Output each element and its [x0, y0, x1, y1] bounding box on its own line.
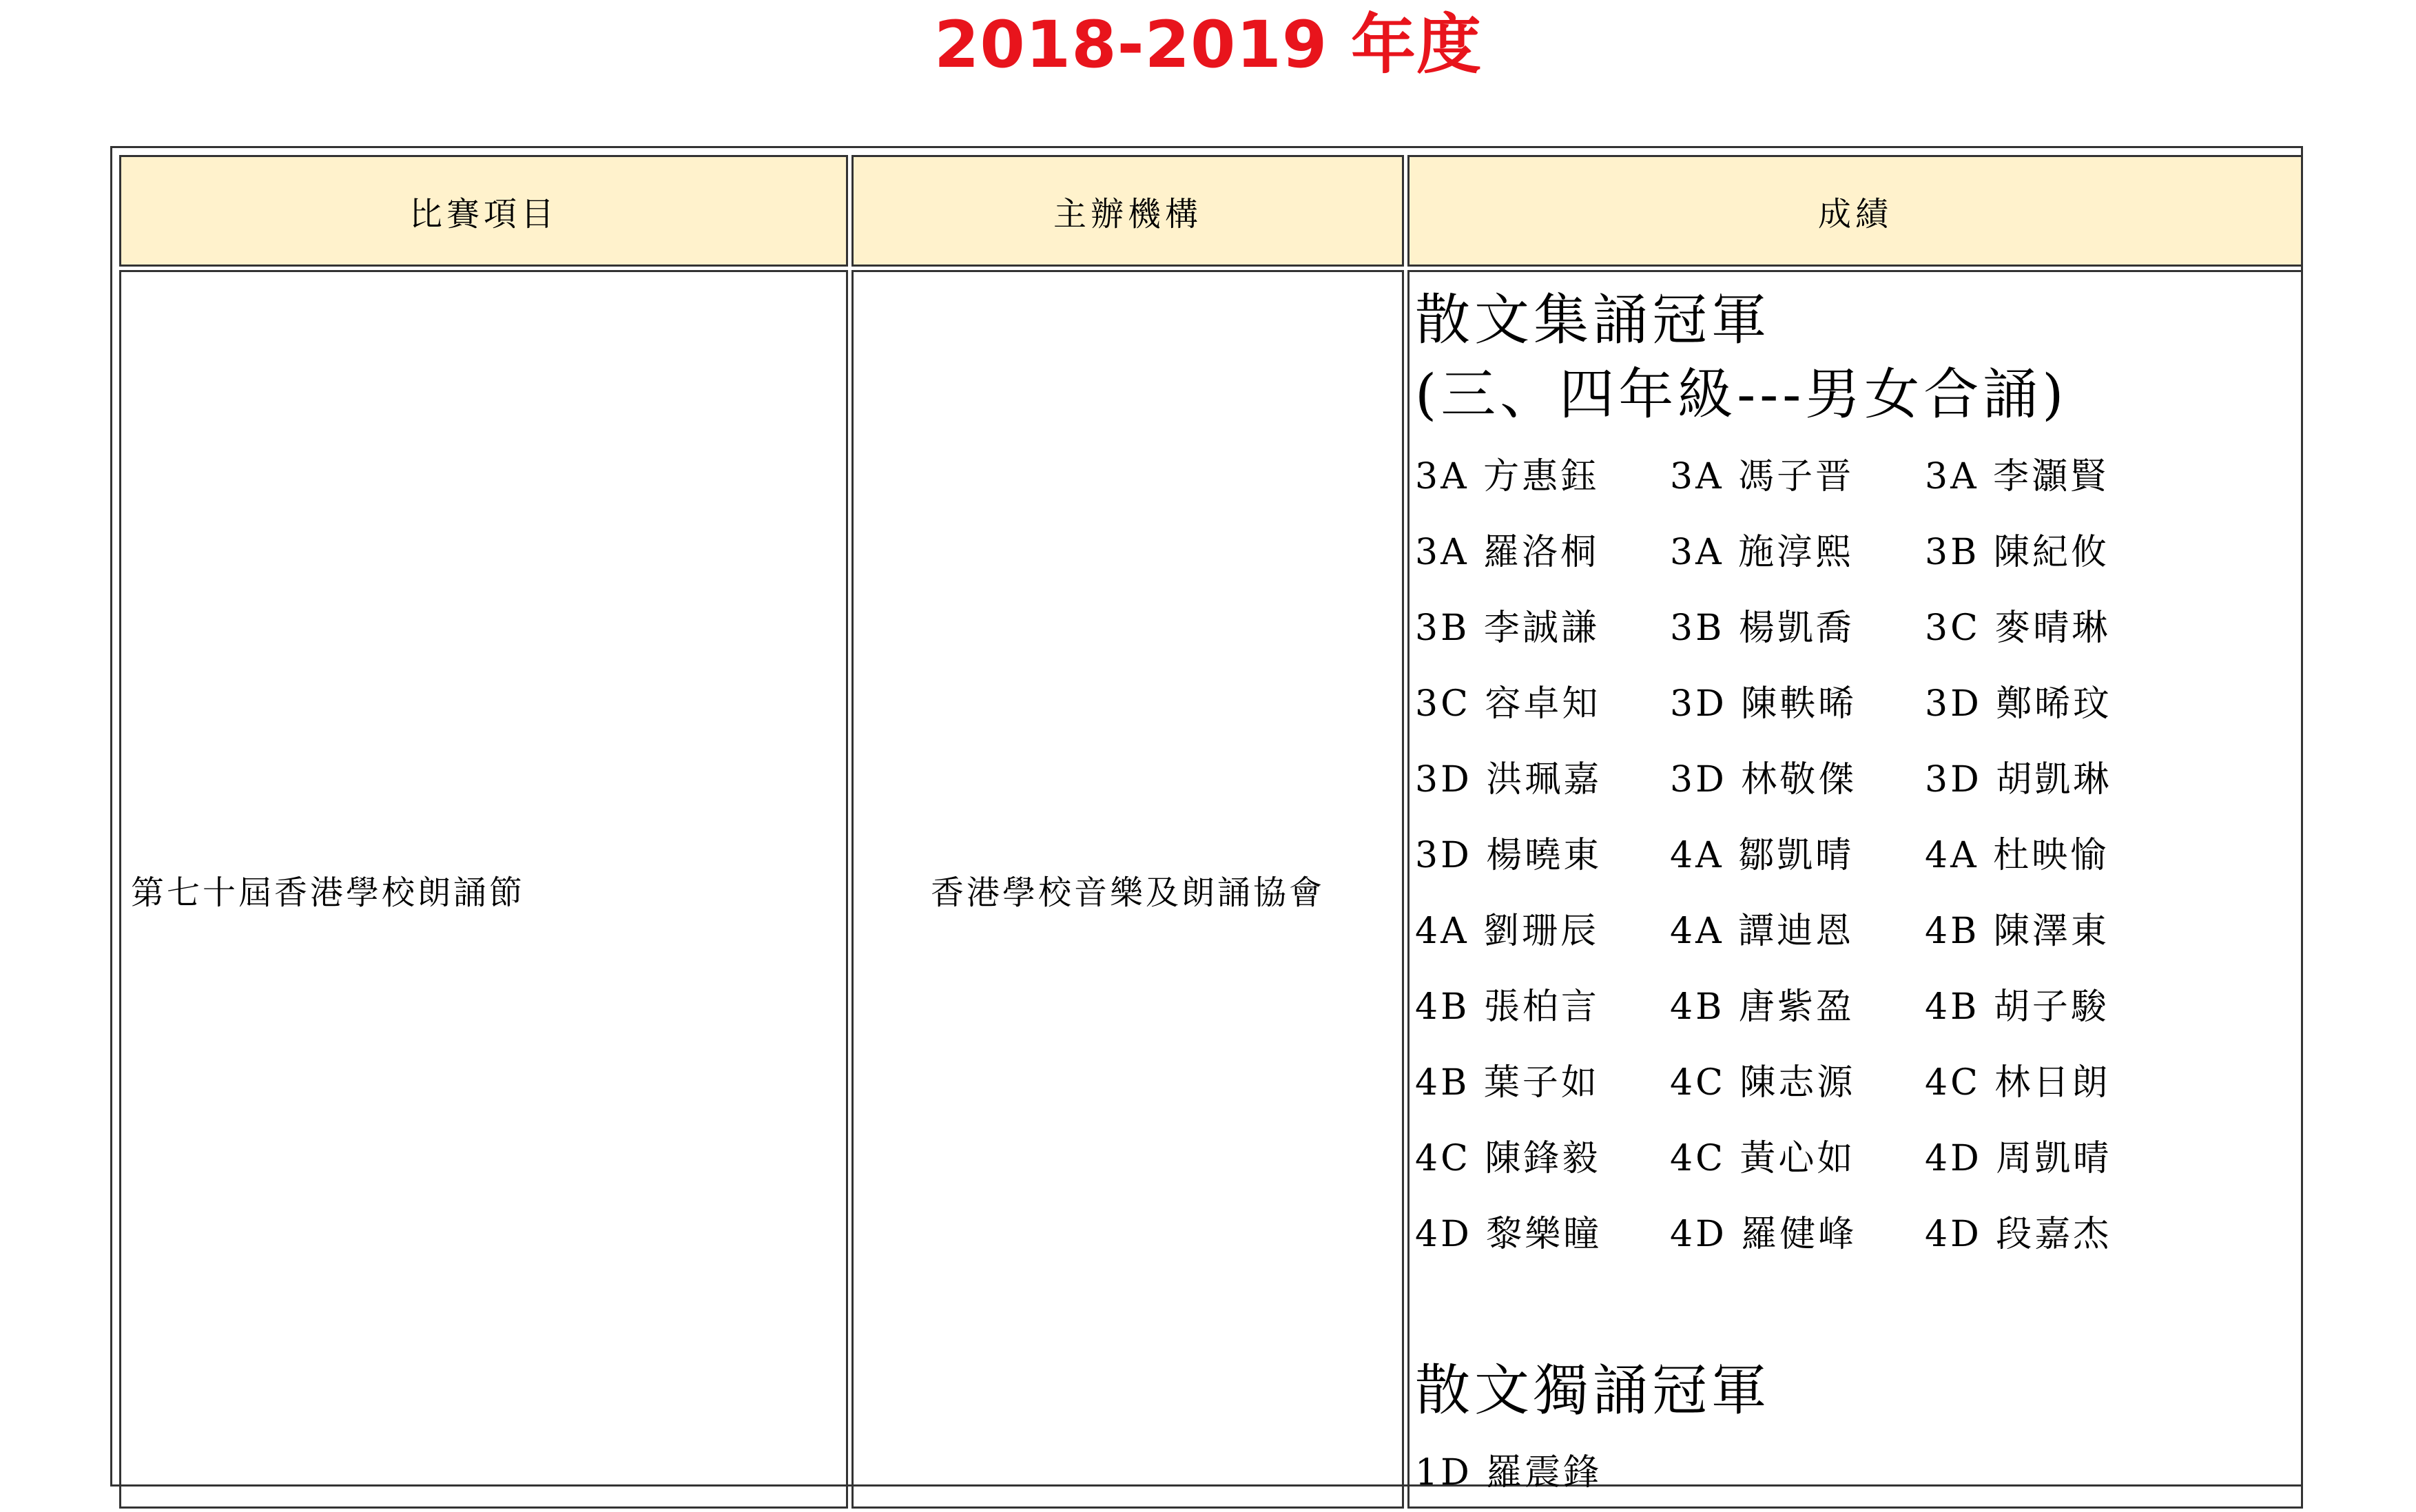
- student-name: 4B 張柏言: [1415, 986, 1600, 1028]
- student-name: 3C 容卓知: [1415, 683, 1601, 725]
- header-row: [119, 155, 2303, 267]
- page-title: 2018-2019 年度: [934, 8, 1482, 83]
- student-name: 3D 林敬傑: [1670, 758, 1857, 800]
- awards-table-grid: [116, 152, 2306, 1512]
- table-row: [119, 270, 2303, 1509]
- student-name: 4B 唐紫盈: [1670, 986, 1855, 1028]
- student-name: 4B 胡子駿: [1925, 986, 2109, 1028]
- solo-members-list: [1415, 1431, 2301, 1506]
- student-name: 3B 楊凱喬: [1670, 607, 1855, 649]
- student-name: 4D 黎樂瞳: [1415, 1213, 1602, 1255]
- student-name: 3B 李誠謙: [1415, 607, 1600, 649]
- student-name: 3A 施淳熙: [1670, 531, 1855, 573]
- section-spacer: [1415, 1268, 2301, 1354]
- student-name: 4C 陳鋒毅: [1415, 1137, 1601, 1179]
- student-name: 4B 葉子如: [1415, 1061, 1600, 1104]
- student-name: 3D 胡凱琳: [1925, 758, 2112, 800]
- student-name: 3A 方惠鈺: [1415, 455, 1600, 497]
- event-cell: 第七十屆香港學校朗誦節: [119, 270, 848, 1509]
- student-name: 3D 洪珮嘉: [1415, 758, 1602, 800]
- student-name: 4B 陳澤東: [1925, 910, 2109, 952]
- results-cell: [1407, 270, 2303, 1509]
- student-name: 3B 陳紀攸: [1925, 531, 2109, 573]
- student-name: 4A 鄒凱晴: [1670, 834, 1855, 876]
- student-name: 3A 馮子晋: [1670, 455, 1855, 497]
- student-name: 4C 陳志源: [1670, 1061, 1856, 1104]
- awards-table: [110, 146, 2303, 1493]
- header-results: 成績: [1407, 155, 2303, 267]
- student-name: 4A 劉珊辰: [1415, 910, 1600, 952]
- student-name: 3A 李灝賢: [1925, 455, 2109, 497]
- student-name: 1D 羅震鋒: [1415, 1451, 1602, 1493]
- student-name: 3D 陳軼晞: [1670, 683, 1857, 725]
- student-name: 3D 楊曉東: [1415, 834, 1602, 876]
- organizer-cell: 香港學校音樂及朗誦協會: [851, 270, 1404, 1509]
- student-name: 4D 周凱晴: [1925, 1137, 2112, 1179]
- student-name: 4D 段嘉杰: [1925, 1213, 2112, 1255]
- student-name: 4A 譚迪恩: [1670, 910, 1855, 952]
- header-event: 比賽項目: [119, 155, 848, 267]
- student-name: 3A 羅洛桐: [1415, 531, 1600, 573]
- student-name: 4C 林日朗: [1925, 1061, 2111, 1104]
- group-result-subheading: (三、四年級---男女合誦): [1415, 362, 2068, 426]
- header-organizer: 主辦機構: [851, 155, 1404, 267]
- group-members-list: [1415, 435, 2301, 1268]
- student-name: 4C 黃心如: [1670, 1137, 1856, 1179]
- student-name: 4A 杜映愉: [1925, 834, 2109, 876]
- solo-result-heading: 散文獨誦冠軍: [1415, 1358, 1770, 1422]
- student-name: 4D 羅健峰: [1670, 1213, 1857, 1255]
- student-name: 3D 鄭晞玟: [1925, 683, 2112, 725]
- student-name: 3C 麥晴琳: [1925, 607, 2111, 649]
- group-result-heading: 散文集誦冠軍: [1415, 288, 1770, 352]
